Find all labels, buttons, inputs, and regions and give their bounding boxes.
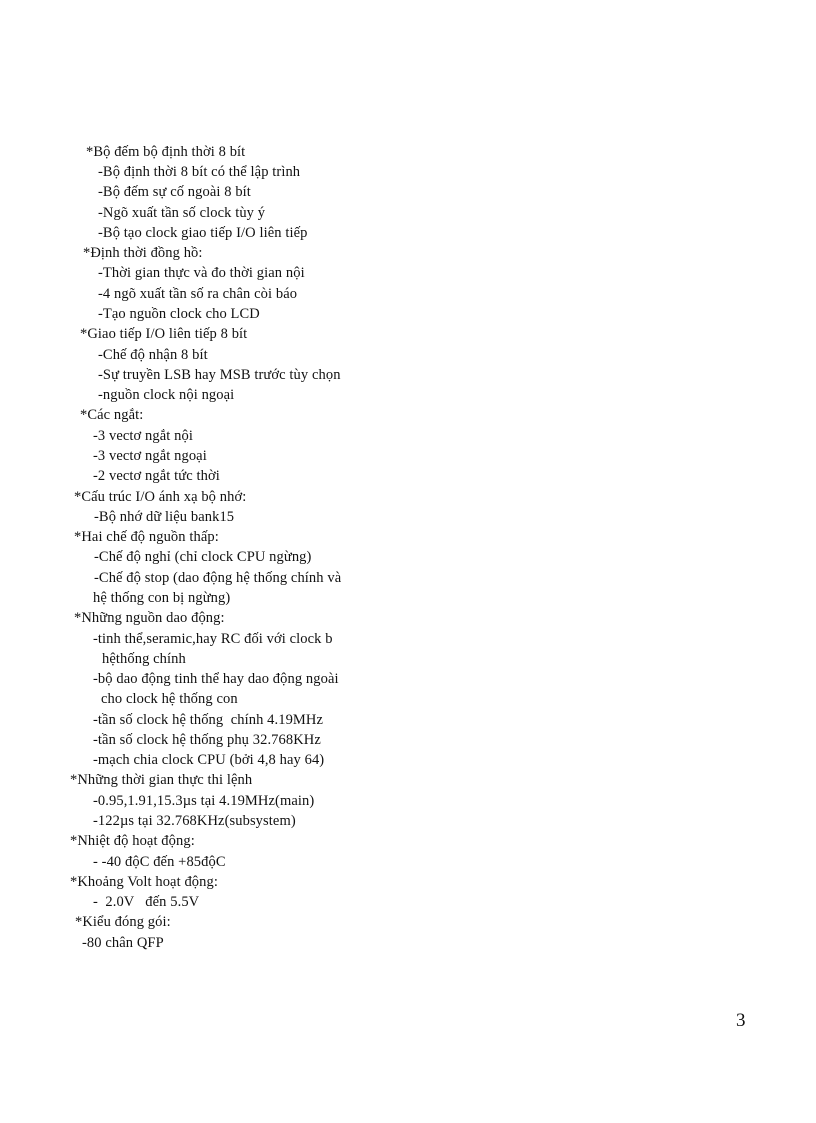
- text-line: -4 ngõ xuất tần số ra chân còi báo: [98, 286, 298, 302]
- text-line: *Hai chế độ nguồn thấp:: [74, 529, 219, 545]
- text-line: *Khoảng Volt hoạt động:: [70, 874, 218, 890]
- text-line: -Bộ định thời 8 bít có thể lập trình: [98, 164, 301, 180]
- text-line: -nguồn clock nội ngoại: [98, 387, 235, 403]
- text-line: -Chế độ stop (dao động hệ thống chính và: [94, 570, 342, 586]
- page-number: 3: [736, 1010, 746, 1031]
- text-line: -3 vectơ ngắt ngoại: [93, 448, 207, 464]
- text-line: -Bộ tạo clock giao tiếp I/O liên tiếp: [98, 225, 308, 241]
- text-line: -Bộ đếm sự cố ngoài 8 bít: [98, 184, 251, 200]
- text-line: *Giao tiếp I/O liên tiếp 8 bít: [80, 326, 248, 342]
- text-line: *Định thời đồng hồ:: [83, 245, 203, 261]
- text-line: -tần số clock hệ thống chính 4.19MHz: [93, 712, 324, 728]
- text-line: -0.95,1.91,15.3µs tại 4.19MHz(main): [93, 793, 315, 809]
- text-line: *Những nguồn dao động:: [74, 610, 225, 626]
- text-line: - -40 độC đến +85độC: [93, 854, 226, 870]
- text-line: -80 chân QFP: [82, 935, 164, 951]
- text-line: - 2.0V đến 5.5V: [93, 894, 200, 910]
- text-line: -Tạo nguồn clock cho LCD: [98, 306, 260, 322]
- text-line: -bộ dao động tinh thể hay dao động ngoài: [93, 671, 339, 687]
- text-line: -mạch chia clock CPU (bởi 4,8 hay 64): [93, 752, 325, 768]
- text-line: -Ngõ xuất tần số clock tùy ý: [98, 205, 266, 221]
- text-line: -Sự truyền LSB hay MSB trước tùy chọn: [98, 367, 341, 383]
- text-line: *Các ngắt:: [80, 407, 144, 423]
- text-line: *Kiểu đóng gói:: [75, 914, 171, 930]
- text-line: *Nhiệt độ hoạt động:: [70, 833, 195, 849]
- text-line: hệ thống con bị ngừng): [93, 590, 231, 606]
- text-line: *Cấu trúc I/O ánh xạ bộ nhớ:: [74, 489, 247, 505]
- text-line: -3 vectơ ngắt nội: [93, 428, 193, 444]
- text-line: -Thời gian thực và đo thời gian nội: [98, 265, 305, 281]
- text-line: -122µs tại 32.768KHz(subsystem): [93, 813, 296, 829]
- text-line: *Bộ đếm bộ định thời 8 bít: [86, 144, 246, 160]
- text-line: -Chế độ nghỉ (chỉ clock CPU ngừng): [94, 549, 312, 565]
- text-line: -2 vectơ ngắt tức thời: [93, 468, 220, 484]
- text-line: -Bộ nhớ dữ liệu bank15: [94, 509, 235, 525]
- text-line: cho clock hệ thống con: [101, 691, 238, 707]
- text-line: -Chế độ nhận 8 bít: [98, 347, 208, 363]
- text-line: -tần số clock hệ thống phụ 32.768KHz: [93, 732, 321, 748]
- text-line: *Những thời gian thực thi lệnh: [70, 772, 253, 788]
- text-line: -tinh thể,seramic,hay RC đối với clock b: [93, 631, 333, 647]
- text-line: hệthống chính: [102, 651, 186, 667]
